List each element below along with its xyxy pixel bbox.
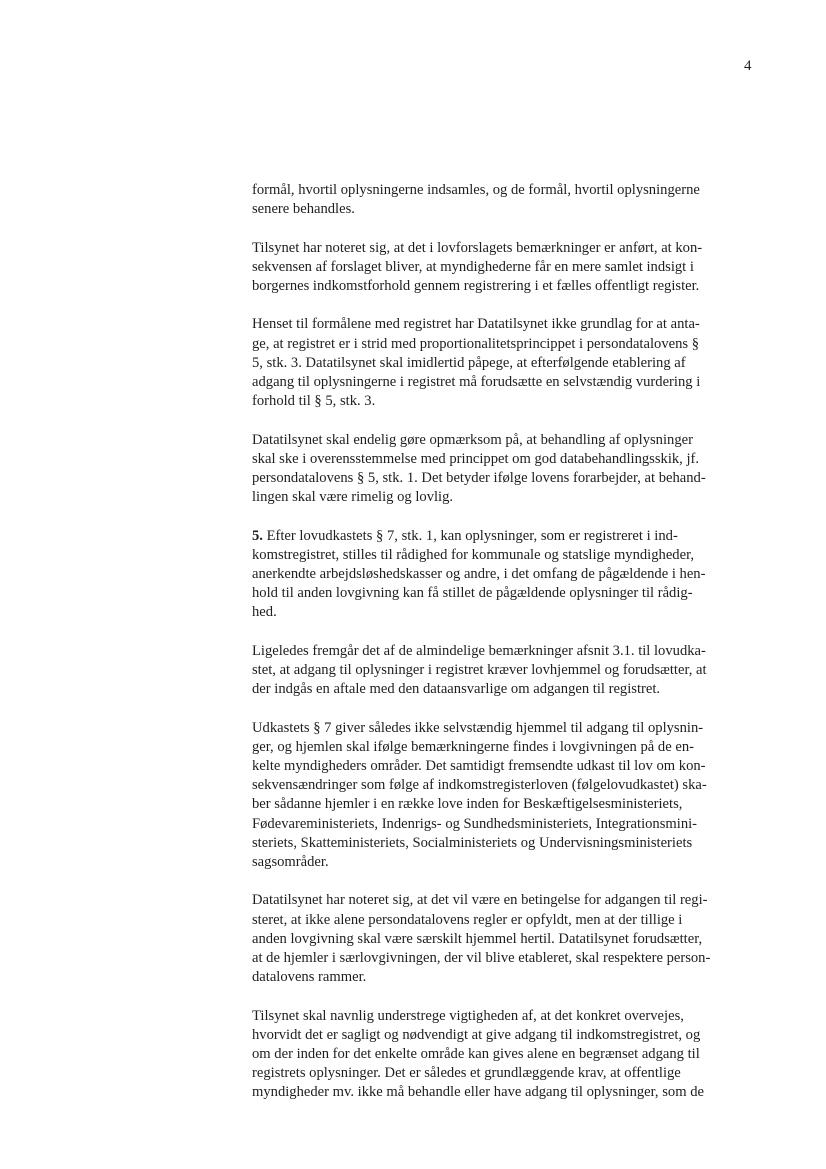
text-line: 5, stk. 3. Datatilsynet skal imidlertid påpege, at efterfølgende etablering af: [252, 354, 686, 371]
text-line: Udkastets § 7 giver således ikke selvstændig hjemmel til adgang til oplysnin-: [252, 719, 704, 736]
paragraph: [252, 719, 762, 873]
text-line: Datatilsynet skal endelig gøre opmærksom på, at behandling af oplysninger: [252, 431, 693, 448]
text-line: sekvensen af forslaget bliver, at myndighederne får en mere samlet indsigt i: [252, 258, 694, 275]
text-line: Tilsynet skal navnlig understrege vigtigheden af, at det konkret overvejes,: [252, 1007, 684, 1024]
text-line: myndigheder mv. ikke må behandle eller have adgang til oplysninger, som de: [252, 1084, 704, 1101]
paragraph: [252, 315, 762, 411]
text-line: lingen skal være rimelig og lovlig.: [252, 489, 454, 506]
text-line: sagsområder.: [252, 854, 329, 871]
paragraph: [252, 431, 762, 508]
text-line: [252, 527, 762, 546]
text-line: borgernes indkomstforhold gennem registrering i et fælles offentligt register.: [252, 278, 700, 294]
paragraph: [252, 239, 762, 297]
text-line: komstregistret, stilles til rådighed for kommunale og statslige myndigheder,: [252, 546, 695, 563]
text-line: Henset til formålene med registret har Datatilsynet ikke grundlag for at anta-: [252, 316, 700, 333]
body-text: [252, 181, 762, 1122]
text-line: anden lovgivning skal være særskilt hjemmel hertil. Datatilsynet forudsætter,: [252, 930, 703, 947]
text-line: stet, at adgang til oplysninger i registret kræver lovhjemmel og forudsætter, at: [252, 662, 707, 678]
section-number: 5.: [252, 527, 263, 544]
text-line: sekvensændringer som følge af indkomstregisterloven (følgelovudkastet) ska-: [252, 777, 707, 794]
text-line: senere behandles.: [252, 201, 355, 218]
text-line: Datatilsynet har noteret sig, at det vil være en betingelse for adgangen til regi-: [252, 892, 708, 909]
paragraph: [252, 181, 762, 219]
paragraph: [252, 891, 762, 987]
text-line: ber sådanne hjemler i en række love inden for Beskæftigelsesministeriets,: [252, 796, 683, 813]
page-number: 4: [744, 58, 752, 74]
text-line: steret, at ikke alene persondatalovens regler er opfyldt, men at der tillige i: [252, 911, 683, 928]
text-line: registrets oplysninger. Det er således et grundlæggende krav, at offentlige: [252, 1065, 681, 1082]
text-line: hvorvidt det er sagligt og nødvendigt at give adgang til indkomstregistret, og: [252, 1026, 701, 1043]
text-line: ge, at registret er i strid med proportionalitetsprincippet i persondatalovens §: [252, 335, 700, 352]
text-line: at de hjemler i særlovgivningen, der vil blive etableret, skal respektere person-: [252, 950, 711, 967]
text-fragment: Efter lovudkastets § 7, stk. 1, kan oplysninger, som er registreret i ind-: [262, 527, 678, 544]
text-line: Fødevareministeriets, Indenrigs- og Sundhedsministeriets, Integrationsmini-: [252, 815, 698, 832]
text-line: Tilsynet har noteret sig, at det i lovforslagets bemærkninger er anført, at kon-: [252, 239, 703, 256]
text-line: adgang til oplysningerne i registret må forudsætte en selvstændig vurdering i: [252, 374, 701, 390]
text-line: formål, hvortil oplysningerne indsamles, og de formål, hvortil oplysningerne: [252, 182, 700, 198]
text-line: hold til anden lovgivning kan få stillet de pågældende oplysninger til rådig-: [252, 585, 693, 602]
paragraph: [252, 1007, 762, 1103]
text-line: steriets, Skatteministeriets, Socialministeriets og Undervisningsministeriets: [252, 834, 693, 851]
text-line: forhold til § 5, stk. 3.: [252, 393, 376, 410]
text-line: ger, og hjemlen skal ifølge bemærkningerne findes i lovgivningen på de en-: [252, 738, 694, 755]
paragraph: [252, 642, 762, 700]
text-line: der indgås en aftale med den dataansvarlige om adgangen til registret.: [252, 681, 661, 698]
text-line: persondatalovens § 5, stk. 1. Det betyder ifølge lovens forarbejder, at behand-: [252, 470, 706, 486]
text-line: om der inden for det enkelte område kan gives alene en begrænset adgang til: [252, 1046, 700, 1063]
text-line: anerkendte arbejdsløshedskasser og andre, i det omfang de pågældende i hen-: [252, 566, 706, 582]
text-line: skal ske i overensstemmelse med princippet om god databehandlingsskik, jf.: [252, 450, 700, 467]
numbered-paragraph: [252, 527, 762, 623]
text-line: kelte myndigheders områder. Det samtidigt fremsendte udkast til lov om kon-: [252, 758, 706, 774]
text-line: datalovens rammer.: [252, 969, 367, 986]
text-line: hed.: [252, 604, 277, 621]
text-line: Ligeledes fremgår det af de almindelige bemærkninger afsnit 3.1. til lovudka-: [252, 642, 706, 659]
